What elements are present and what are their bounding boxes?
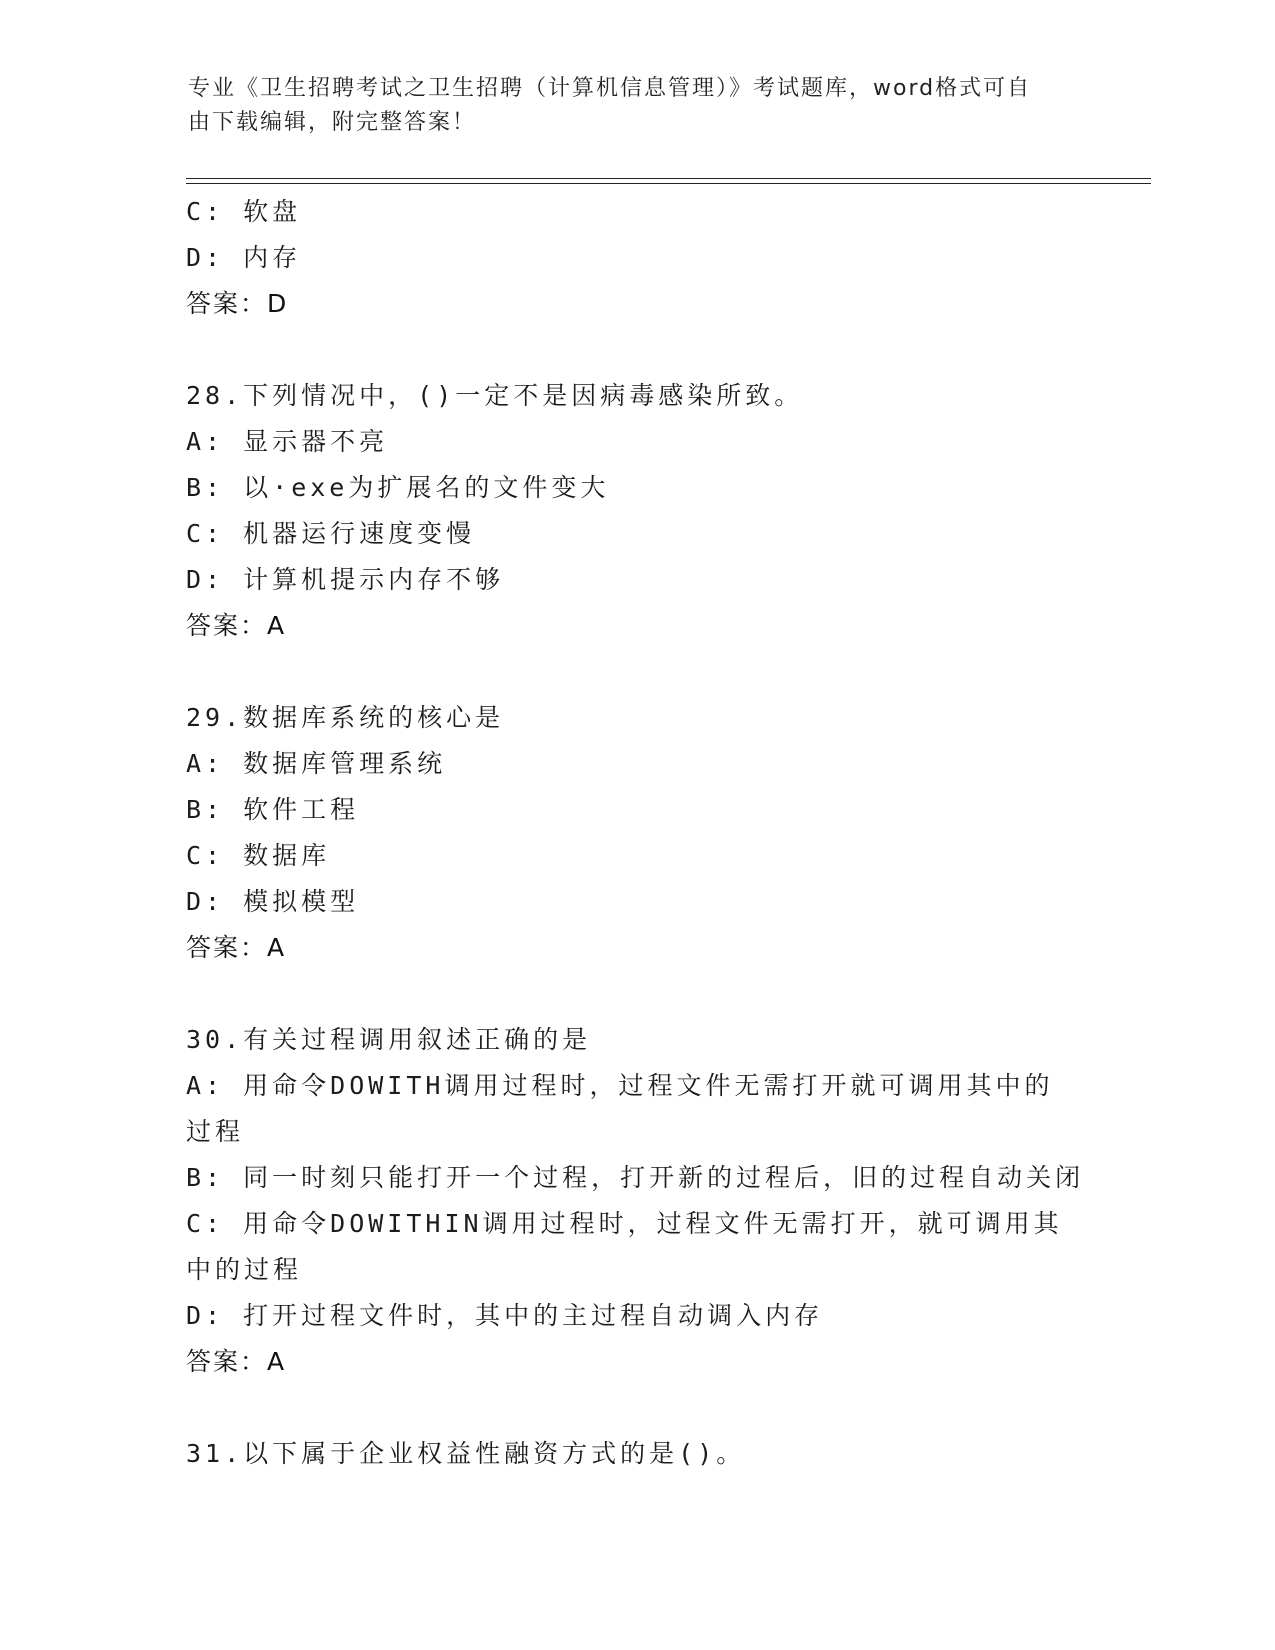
- question-stem: 31.以下属于企业权益性融资方式的是()。: [186, 1439, 746, 1468]
- answer-label: 答案：D: [186, 289, 289, 318]
- question-block-31: [186, 1431, 1086, 1477]
- answer-label: 答案：A: [186, 611, 287, 640]
- document-body: [186, 189, 1086, 1477]
- option-a: A: 显示器不亮: [186, 427, 389, 456]
- question-stem: 30.有关过程调用叙述正确的是: [186, 1025, 592, 1054]
- option-b: B: 同一时刻只能打开一个过程，打开新的过程后，旧的过程自动关闭: [186, 1163, 1085, 1192]
- question-block-28: [186, 373, 1086, 649]
- answer-label: 答案：A: [186, 1347, 287, 1376]
- header-line-1: 专业《卫生招聘考试之卫生招聘（计算机信息管理）》考试题库，word格式可自: [188, 76, 1032, 101]
- option-d: D: 打开过程文件时，其中的主过程自动调入内存: [186, 1301, 824, 1330]
- option-b: B: 软件工程: [186, 795, 360, 824]
- option-d: D: 内存: [186, 243, 302, 272]
- option-a: A: 用命令DOWITH调用过程时，过程文件无需打开就可调用其中的过程: [186, 1071, 1054, 1146]
- question-block-30: [186, 1017, 1086, 1385]
- option-c: C: 数据库: [186, 841, 331, 870]
- question-block-prev: [186, 189, 1086, 327]
- document-header: [188, 72, 1068, 140]
- option-d: D: 计算机提示内存不够: [186, 565, 505, 594]
- option-c: C: 软盘: [186, 197, 302, 226]
- option-d: D: 模拟模型: [186, 887, 360, 916]
- header-rule-top: [186, 178, 1151, 179]
- option-c: C: 机器运行速度变慢: [186, 519, 476, 548]
- header-rule-bottom: [186, 183, 1151, 184]
- question-block-29: [186, 695, 1086, 971]
- header-line-2: 由下载编辑，附完整答案！: [188, 110, 477, 135]
- option-a: A: 数据库管理系统: [186, 749, 447, 778]
- option-b: B: 以·exe为扩展名的文件变大: [186, 473, 610, 502]
- answer-label: 答案：A: [186, 933, 287, 962]
- option-c: C: 用命令DOWITHIN调用过程时，过程文件无需打开，就可调用其中的过程: [186, 1209, 1063, 1284]
- question-stem: 29.数据库系统的核心是: [186, 703, 505, 732]
- question-stem: 28.下列情况中，()一定不是因病毒感染所致。: [186, 381, 804, 410]
